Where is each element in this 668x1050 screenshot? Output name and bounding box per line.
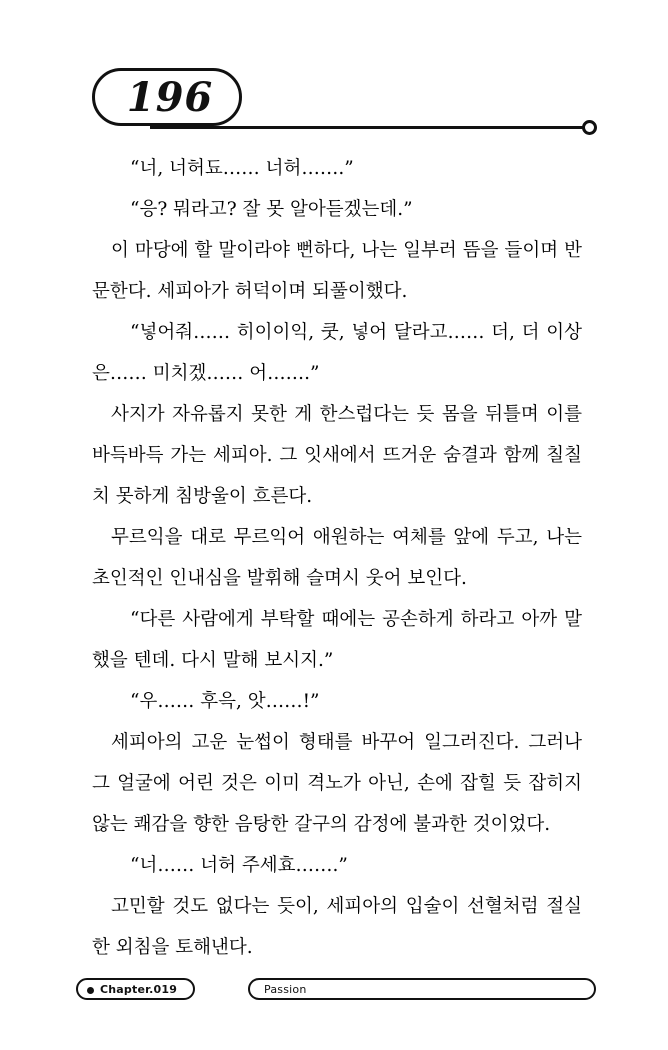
- paragraph: “응? 뭐라고? 잘 못 알아듣겠는데.”: [130, 199, 413, 220]
- chapter-label: Chapter.019: [100, 982, 178, 996]
- bullet-icon: [87, 987, 94, 994]
- paragraph: 세피아의 고운 눈썹이 형태를 바꾸어 일그러진다. 그러나 그 얼굴에 어린 것은 이미 격노가 아닌, 손에 잡힐 듯 잡히지 않는 쾌감을 향한 음탕한 갈구의 감정에 불과한 것이었다.: [92, 732, 582, 835]
- page-number-badge: [92, 68, 242, 126]
- section-badge: [248, 978, 596, 1000]
- paragraph: 사지가 자유롭지 못한 게 한스럽다는 듯 몸을 뒤틀며 이를 바득바득 가는 세피아. 그 잇새에서 뜨거운 숨결과 함께 칠칠치 못하게 침방울이 흐른다.: [92, 404, 582, 507]
- paragraph: “너…… 너허 주세효…….”: [130, 855, 348, 876]
- paragraph: 고민할 것도 없다는 듯이, 세피아의 입술이 선혈처럼 절실한 외침을 토해낸다.: [92, 896, 582, 958]
- paragraph: “다른 사람에게 부탁할 때에는 공손하게 하라고 아까 말했을 텐데. 다시 말해 보시지.”: [92, 609, 582, 671]
- paragraph: “넣어줘…… 히이이익, 쿳, 넣어 달라고…… 더, 더 이상은…… 미치겠…… 어…….”: [92, 322, 582, 384]
- paragraph: “너, 너허됴…… 너허…….”: [130, 158, 354, 179]
- page-footer: [76, 978, 596, 1004]
- page-body: [92, 148, 582, 968]
- section-label: Passion: [264, 982, 307, 996]
- chapter-badge: [76, 978, 195, 1000]
- paragraph: “우…… 후윽, 앗……!”: [130, 691, 320, 712]
- page-number: 196: [126, 74, 214, 121]
- paragraph: 이 마당에 할 말이라야 뻔하다, 나는 일부러 뜸을 들이며 반문한다. 세피아가 허덕이며 되풀이했다.: [92, 240, 582, 302]
- page-header: [0, 60, 668, 140]
- paragraph: 무르익을 대로 무르익어 애원하는 여체를 앞에 두고, 나는 초인적인 인내심을 발휘해 슬며시 웃어 보인다.: [92, 527, 582, 589]
- header-end-dot-icon: [582, 120, 597, 135]
